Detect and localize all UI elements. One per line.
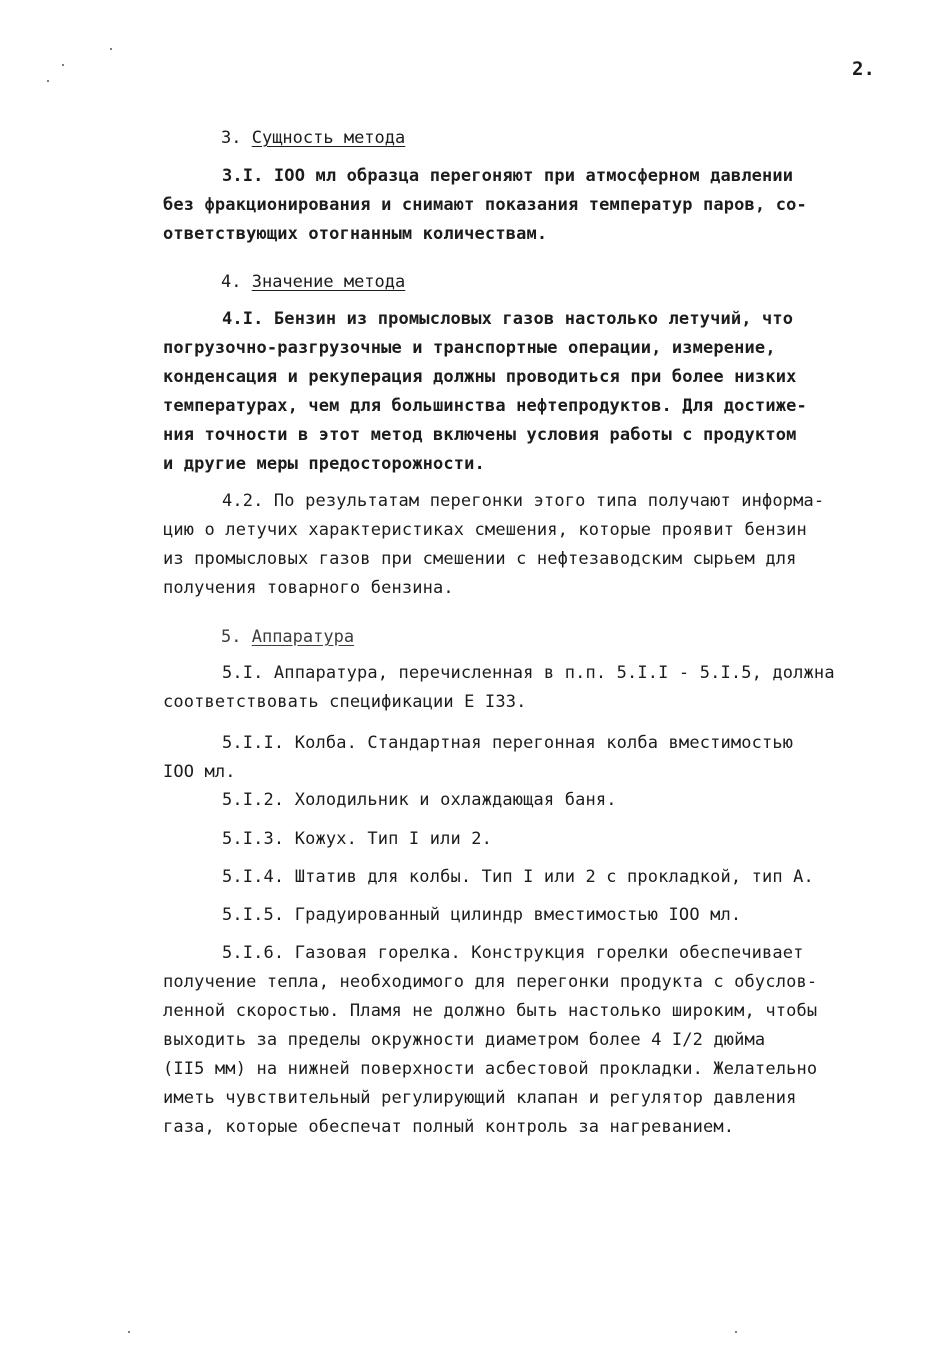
para-4-1-line-6: и другие меры предосторожности. <box>163 454 485 474</box>
section-3-heading-title: Сущность метода <box>251 128 406 148</box>
section-5-heading <box>221 627 354 647</box>
section-4-heading-number: 4. <box>221 272 252 292</box>
para-5-1-6-line-5: (II5 мм) на нижней поверхности асбестовой прокладки. Желательно <box>163 1059 818 1079</box>
section-3-heading <box>221 128 405 148</box>
para-4-2-line-2: цию о летучих характеристиках смешения, которые проявит бензин <box>163 520 807 540</box>
section-5-heading-number: 5. <box>221 627 252 647</box>
scan-speck <box>128 1331 130 1333</box>
para-3-1-line-2: без фракционирования и снимают показания температур паров, со- <box>163 195 807 215</box>
para-5-1-2: 5.I.2. Холодильник и охлаждающая баня. <box>222 790 617 810</box>
section-4-heading-title: Значение метода <box>251 272 406 292</box>
para-5-1-3: 5.I.3. Кожух. Тип I или 2. <box>222 829 493 849</box>
para-5-1-1-line-2: IOO мл. <box>163 762 236 782</box>
para-5-1-6-line-3: ленной скоростью. Пламя не должно быть настолько широким, чтобы <box>163 1001 818 1021</box>
para-5-1-line-2: соответствовать спецификации Е I33. <box>163 692 527 712</box>
para-3-1-line-3: ответствующих отогнанным количествам. <box>163 224 548 244</box>
para-5-1-1-line-1: 5.I.I. Колба. Стандартная перегонная колба вместимостью <box>222 733 794 753</box>
para-5-1-6-line-4: выходить за пределы окружности диаметром более 4 I/2 дюйма <box>163 1030 766 1050</box>
para-5-1-6-line-2: получение тепла, необходимого для перегонки продукта с обуслов- <box>163 972 818 992</box>
scan-speck <box>110 48 112 50</box>
para-4-2-line-1: 4.2. По результатам перегонки этого типа получают информа- <box>222 491 825 511</box>
para-5-1-6-line-7: газа, которые обеспечат полный контроль за нагреванием. <box>163 1117 735 1137</box>
para-5-1-6-line-1: 5.I.6. Газовая горелка. Конструкция горелки обеспечивает <box>222 943 804 963</box>
scan-speck <box>735 1331 737 1333</box>
para-5-1-4: 5.I.4. Штатив для колбы. Тип I или 2 с прокладкой, тип А. <box>222 867 814 887</box>
para-4-2-line-4: получения товарного бензина. <box>163 578 454 598</box>
para-4-1-line-4: температурах, чем для большинства нефтепродуктов. Для достиже- <box>163 396 807 416</box>
para-5-1-6-line-6: иметь чувствительный регулирующий клапан и регулятор давления <box>163 1088 797 1108</box>
para-4-1-line-1: 4.I. Бензин из промысловых газов настолько летучий, что <box>222 309 794 329</box>
page-number: 2. <box>852 58 875 80</box>
section-4-heading <box>221 272 405 292</box>
para-4-1-line-5: ния точности в этот метод включены условия работы с продуктом <box>163 425 797 445</box>
para-4-2-line-3: из промысловых газов при смешении с нефтезаводским сырьем для <box>163 549 797 569</box>
section-3-heading-number: 3. <box>221 128 252 148</box>
para-5-1-line-1: 5.I. Аппаратура, перечисленная в п.п. 5.I.I - 5.I.5, должна <box>222 663 835 683</box>
para-4-1-line-2: погрузочно-разгрузочные и транспортные операции, измерение, <box>163 338 776 358</box>
scan-speck <box>47 80 49 82</box>
section-5-heading-title: Аппаратура <box>251 627 355 647</box>
para-4-1-line-3: конденсация и рекуперация должны проводиться при более низких <box>163 367 797 387</box>
para-5-1-5: 5.I.5. Градуированный цилиндр вместимостью IOO мл. <box>222 905 742 925</box>
para-3-1-line-1: 3.I. IOO мл образца перегоняют при атмосферном давлении <box>222 166 794 186</box>
scan-speck <box>62 64 64 66</box>
